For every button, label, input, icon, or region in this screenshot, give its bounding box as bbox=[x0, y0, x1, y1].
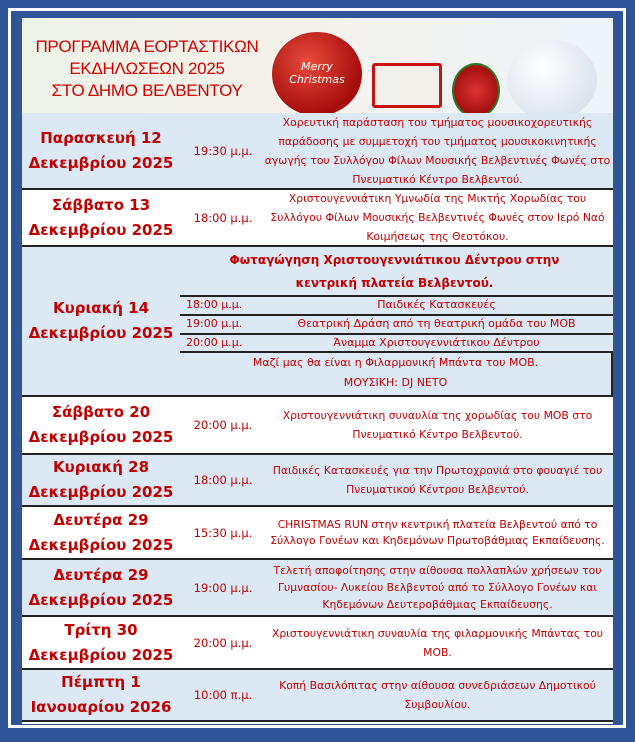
event-row bbox=[22, 670, 613, 722]
title-line: ΣΤΟ ΔΗΜΟ ΒΕΛΒΕΝΤΟΥ bbox=[51, 81, 243, 100]
event-row bbox=[22, 247, 613, 397]
sub-event-row bbox=[180, 314, 613, 333]
header-banner bbox=[22, 18, 613, 113]
event-title: Φωταγώγηση Χριστουγεννιάτικου Δέντρου στην κεντρική πλατεία Βελβεντού. bbox=[229, 253, 560, 290]
sub-event-time: 18:00 μ.μ. bbox=[186, 298, 243, 311]
event-day: Δευτέρα 29 bbox=[53, 510, 149, 529]
event-day: Παρασκευή 12 bbox=[40, 128, 162, 147]
note-line: Μαζί μας θα είναι η Φιλαρμονική Μπάντα του ΜΟΒ. bbox=[252, 356, 539, 369]
event-description: Τελετή αποφοίτησης στην αίθουσα πολλαπλών χρήσεων του Γυμνασίου- Λυκείου Βελβεντού από το Σύλλογο Γονέων και Κηδεμόνων Δευτεροβάθμιας Εκπαίδευσης. bbox=[273, 564, 602, 611]
event-day: Κυριακή 28 bbox=[52, 458, 150, 476]
event-row bbox=[22, 507, 613, 560]
event-time: 18:00 μ.μ. bbox=[193, 210, 253, 225]
event-time: 20:00 μ.μ. bbox=[193, 635, 253, 650]
sub-event-row bbox=[180, 295, 613, 314]
event-date: Δεκεμβρίου 2025 bbox=[28, 428, 174, 446]
event-date: Δεκεμβρίου 2025 bbox=[28, 220, 174, 239]
event-day: Δευτέρα 29 bbox=[53, 565, 149, 584]
event-row bbox=[22, 113, 613, 190]
event-day: Πέμπτη 1 bbox=[61, 673, 141, 691]
event-note bbox=[180, 351, 613, 395]
event-date: Δεκεμβρίου 2025 bbox=[28, 645, 174, 664]
schedule-poster bbox=[22, 18, 613, 724]
event-time: 20:00 μ.μ. bbox=[193, 418, 253, 432]
event-date: Δεκεμβρίου 2025 bbox=[28, 535, 174, 554]
ornament-clear-icon bbox=[507, 40, 597, 120]
event-row bbox=[22, 617, 613, 670]
note-line: ΜΟΥΣΙΚΗ: DJ NETO bbox=[343, 376, 448, 389]
event-date: Δεκεμβρίου 2025 bbox=[28, 590, 174, 609]
event-description: Παιδικές Κατασκευές για την Πρωτοχρονιά στο φουαγιέ του Πνευματικού Κέντρου Βελβεντού. bbox=[272, 464, 603, 496]
event-description: Χριστουγεννιάτικη Υμνωδία της Μικτής Χορωδίας του Συλλόγου Φίλων Μουσικής Βελβεντινές Φωνές στον Ιερό Ναό Κοιμήσεως της Θεοτόκου. bbox=[270, 192, 605, 243]
gift-boxes-icon bbox=[372, 63, 442, 108]
title-line: ΕΚΔΗΛΩΣΕΩΝ 2025 bbox=[69, 59, 225, 78]
event-time: 15:30 μ.μ. bbox=[193, 525, 253, 540]
event-time: 18:00 μ.μ. bbox=[193, 473, 253, 487]
event-day: Τρίτη 30 bbox=[64, 620, 138, 639]
event-date: Δεκεμβρίου 2025 bbox=[28, 324, 174, 342]
poster-title bbox=[22, 36, 272, 102]
sub-event-description: Άναμμα Χριστουγεννιάτικου Δέντρου bbox=[333, 336, 540, 349]
sub-event-description: Παιδικές Κατασκευές bbox=[377, 298, 496, 311]
event-description: Κοπή Βασιλόπιτας στην αίθουσα συνεδριάσεων Δημοτικού Συμβουλίου. bbox=[279, 679, 596, 711]
event-day: Σάββατο 13 bbox=[51, 195, 151, 214]
ornament-red-icon bbox=[452, 63, 500, 118]
sub-event-time: 19:00 μ.μ. bbox=[186, 317, 243, 330]
event-description: Χορευτική παράσταση του τμήματος μουσικοχορευτικής παράδοσης με συμμετοχή του τμήματος μουσικοκινητικής αγωγής του Συλλόγου Φίλων Μουσικής Βελβεντινές Φωνές στο Πνευματικό Κέντρο Βελβεντού. bbox=[264, 115, 611, 186]
event-date: Δεκεμβρίου 2025 bbox=[28, 153, 174, 172]
event-day: Κυριακή 14 bbox=[52, 299, 150, 317]
ornament-ball-icon bbox=[272, 32, 362, 116]
event-row bbox=[22, 560, 613, 617]
event-row bbox=[22, 455, 613, 507]
event-date: Δεκεμβρίου 2025 bbox=[28, 483, 174, 501]
event-day: Σάββατο 20 bbox=[51, 403, 151, 421]
event-description: CHRISTMAS RUN στην κεντρική πλατεία Βελβεντού από το Σύλλογο Γονέων και Κηδεμόνων Πρωτοβάθμιας Εκπαίδευσης. bbox=[270, 517, 605, 547]
event-time: 19:30 μ.μ. bbox=[193, 143, 253, 158]
ornament-text: Merry Christmas bbox=[289, 60, 345, 86]
event-description: Χριστουγεννιάτικη συναυλία της φιλαρμονικής Μπάντας του ΜΟΒ. bbox=[271, 626, 604, 659]
sub-event-description: Θεατρική Δράση από τη θεατρική ομάδα του ΜΟΒ bbox=[297, 317, 576, 330]
sub-event-time: 20:00 μ.μ. bbox=[186, 336, 243, 349]
event-row bbox=[22, 397, 613, 455]
event-description: Χριστουγεννιάτικη συναυλία της χορωδίας του ΜΟΒ στο Πνευματικό Κέντρο Βελβεντού. bbox=[282, 409, 593, 441]
event-time: 10:00 π.μ. bbox=[193, 688, 253, 702]
event-row bbox=[22, 190, 613, 247]
event-time: 19:00 μ.μ. bbox=[193, 580, 253, 595]
title-line: ΠΡΟΓΡΑΜΜΑ ΕΟΡΤΑΣΤΙΚΩΝ bbox=[35, 37, 259, 56]
event-date: Ιανουαρίου 2026 bbox=[30, 698, 172, 716]
sub-event-row bbox=[180, 333, 613, 352]
